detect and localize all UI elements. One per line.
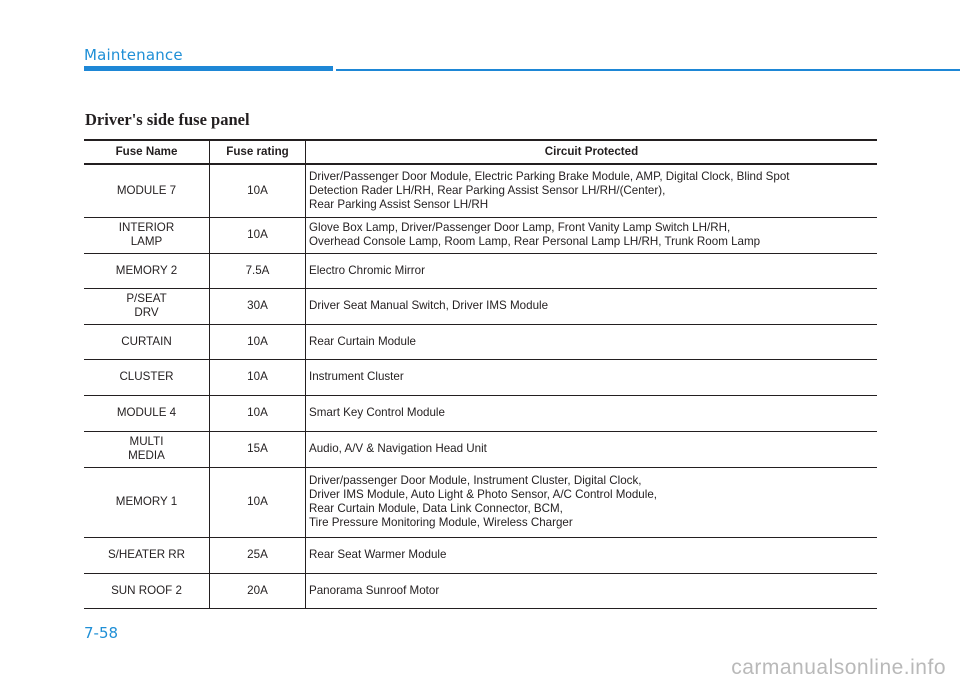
table-row [84,573,877,608]
fuse-name-cell: MODULE 7 [84,164,210,217]
table-row [84,431,877,467]
fuse-rating-cell: 30A [210,288,306,324]
circuit-protected-cell: Driver/passenger Door Module, Instrument Cluster, Digital Clock, Driver IMS Module, Auto Light & Photo Sensor, A/C Control Module, Rear Curtain Module, Data Link Connector, BCM, Tire Pressure Monitoring Module, Wireless Charger [306,467,878,537]
fuse-name-cell: CLUSTER [84,359,210,395]
table-row [84,217,877,253]
circuit-protected-cell: Smart Key Control Module [306,395,878,431]
fuse-rating-cell: 10A [210,395,306,431]
fuse-rating-cell: 7.5A [210,253,306,288]
page-number: 7-58 [84,624,119,642]
fuse-name-cell: P/SEAT DRV [84,288,210,324]
circuit-protected-cell: Electro Chromic Mirror [306,253,878,288]
circuit-protected-cell: Driver Seat Manual Switch, Driver IMS Module [306,288,878,324]
column-header-circuit-protected: Circuit Protected [306,140,878,164]
circuit-protected-cell: Audio, A/V & Navigation Head Unit [306,431,878,467]
table-row [84,164,877,217]
fuse-rating-cell: 10A [210,467,306,537]
fuse-name-cell: INTERIOR LAMP [84,217,210,253]
fuse-table [84,139,877,609]
page-heading: Driver's side fuse panel [85,110,250,129]
circuit-protected-cell: Driver/Passenger Door Module, Electric Parking Brake Module, AMP, Digital Clock, Blind Spot Detection Rader LH/RH, Rear Parking Assist Sensor LH/RH/(Center), Rear Parking Assist Sensor LH/RH [306,164,878,217]
circuit-protected-cell: Glove Box Lamp, Driver/Passenger Door Lamp, Front Vanity Lamp Switch LH/RH, Overhead Console Lamp, Room Lamp, Rear Personal Lamp LH/RH, Trunk Room Lamp [306,217,878,253]
fuse-rating-cell: 10A [210,217,306,253]
fuse-rating-cell: 10A [210,164,306,217]
column-header-fuse-rating: Fuse rating [210,140,306,164]
fuse-name-cell: S/HEATER RR [84,537,210,573]
table-row [84,537,877,573]
table-row [84,253,877,288]
section-title: Maintenance [84,46,183,64]
fuse-name-cell: MEMORY 2 [84,253,210,288]
table-row [84,467,877,537]
fuse-name-cell: MODULE 4 [84,395,210,431]
fuse-name-cell: MEMORY 1 [84,467,210,537]
fuse-rating-cell: 10A [210,359,306,395]
table-header-row [84,140,877,164]
header-rule-thick [84,66,333,71]
header-rule-thin [336,69,960,71]
fuse-rating-cell: 10A [210,324,306,359]
circuit-protected-cell: Rear Seat Warmer Module [306,537,878,573]
fuse-name-cell: SUN ROOF 2 [84,573,210,608]
fuse-rating-cell: 20A [210,573,306,608]
circuit-protected-cell: Panorama Sunroof Motor [306,573,878,608]
circuit-protected-cell: Instrument Cluster [306,359,878,395]
table-row [84,324,877,359]
fuse-name-cell: CURTAIN [84,324,210,359]
table-row [84,395,877,431]
table-row [84,359,877,395]
circuit-protected-cell: Rear Curtain Module [306,324,878,359]
watermark: carmanualsonline.info [731,656,946,679]
fuse-rating-cell: 15A [210,431,306,467]
fuse-rating-cell: 25A [210,537,306,573]
fuse-name-cell: MULTI MEDIA [84,431,210,467]
column-header-fuse-name: Fuse Name [84,140,210,164]
table-row [84,288,877,324]
